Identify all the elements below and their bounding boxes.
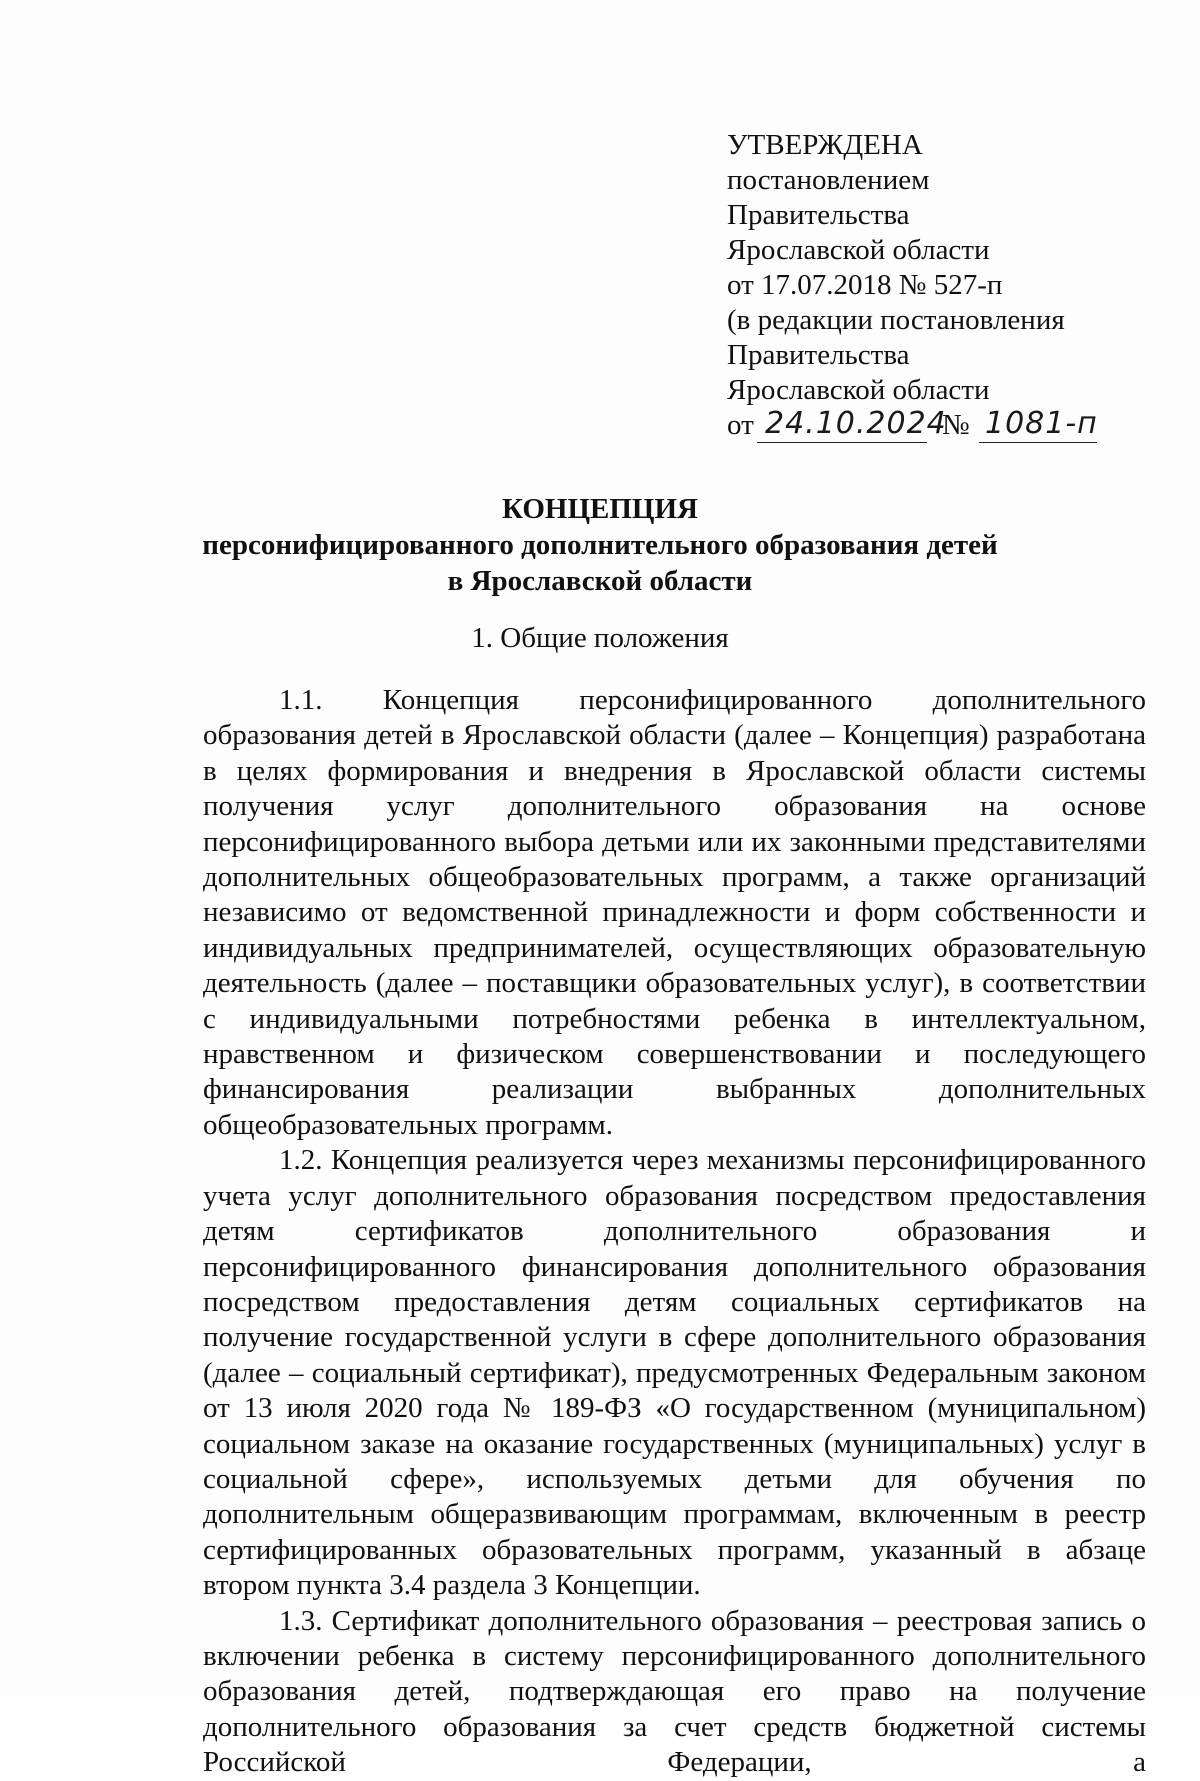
- title-main: КОНЦЕПЦИЯ: [502, 493, 698, 525]
- handwritten-date: 24.10.2024: [765, 406, 947, 441]
- handwritten-number: 1081-п: [985, 406, 1098, 441]
- approval-line: (в редакции постановления: [727, 304, 1065, 336]
- approval-heading: УТВЕРЖДЕНА: [727, 129, 923, 161]
- date-underline: [757, 442, 927, 443]
- approval-line: Правительства: [727, 339, 910, 371]
- section-heading: 1. Общие положения: [471, 622, 729, 654]
- approval-block: [727, 128, 1147, 448]
- document-body: [203, 683, 1146, 1781]
- approval-line: Правительства: [727, 199, 910, 231]
- approval-line: Ярославской области: [727, 234, 990, 266]
- paragraph-1-1: 1.1. Концепция персонифицированного дополнительного образования детей в Ярославской области (далее – Концепция) разработана в целях формирования и внедрения в Ярославской области системы получения услуг дополнительного образования на основе персонифицированного выбора детьми или их законными представителями дополнительных общеобразовательных программ, а также организаций независимо от ведомственной принадлежности и форм собственности и индивидуальных предпринимателей, осуществляющих образовательную деятельность (далее – поставщики образовательных услуг), в соответствии с индивидуальными потребностями ребенка в интеллектуальном, нравственном и физическом совершенствовании и последующего финансирования реализации выбранных дополнительных общеобразовательных программ.: [203, 684, 1146, 1141]
- number-label: №: [942, 409, 970, 441]
- number-underline: [979, 442, 1097, 443]
- title-line-2: персонифицированного дополнительного образования детей: [202, 529, 998, 561]
- paragraph-1-3: 1.3. Сертификат дополнительного образования – реестровая запись о включении ребенка в систему персонифицированного дополнительного образования детей, подтверждающая его право на получение дополнительного образования за счет средств бюджетной системы Российской Федерации, а: [203, 1604, 1146, 1779]
- from-label: от: [727, 409, 754, 441]
- approval-line: от 17.07.2018 № 527-п: [727, 269, 1003, 301]
- document-title: [0, 491, 1200, 599]
- approval-line: Ярославской области: [727, 374, 990, 406]
- title-line-3: в Ярославской области: [447, 565, 753, 597]
- amendment-date-line: [727, 408, 1147, 448]
- paragraph-1-2: 1.2. Концепция реализуется через механизмы персонифицированного учета услуг дополнительного образования посредством предоставления детям сертификатов дополнительного образования и персонифицированного финансирования дополнительного образования посредством предоставления детям социальных сертификатов на получение государственной услуги в сфере дополнительного образования (далее – социальный сертификат), предусмотренных Федеральным законом от 13 июля 2020 года № 189-ФЗ «О государственном (муниципальном) социальном заказе на оказание государственных (муниципальных) услуг в социальной сфере», используемых детьми для обучения по дополнительным общеразвивающим программам, включенным в реестр сертифицированных образовательных программ, указанный в абзаце втором пункта 3.4 раздела 3 Концепции.: [203, 1144, 1146, 1602]
- approval-line: постановлением: [727, 164, 930, 196]
